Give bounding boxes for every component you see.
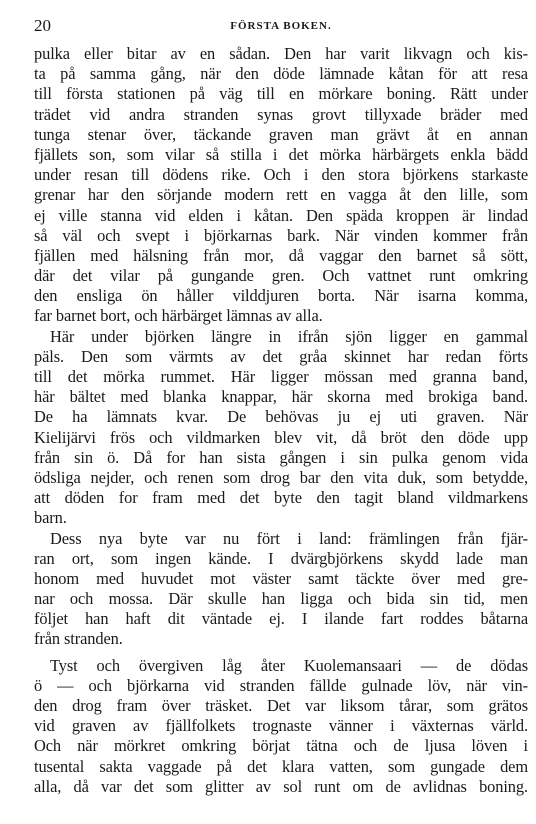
text-line: den ensliga ön håller vilddjuren borta. När isarna komma, xyxy=(34,286,528,306)
text-line: trädet vid andra stranden synas grovt tillyxade bräder med xyxy=(34,104,528,124)
text-line: tusental sakta vaggade på det klara vatten, som gungade dem xyxy=(34,756,528,776)
text-line: päls. Den som värmts av det gråa skinnet har redan förts xyxy=(34,346,528,366)
text-line: ej ville stanna vid elden i kåtan. Den späda kroppen är lindad xyxy=(34,205,528,225)
text-line: grenar har den sörjande modern rett en vagga åt den lille, som xyxy=(34,185,528,205)
paragraph xyxy=(34,529,528,650)
text-line: vid graven av fjällfolkets trognaste vänner i växternas värld. xyxy=(34,716,528,736)
page-header xyxy=(34,16,528,40)
text-line: från stranden. xyxy=(34,629,123,649)
text-line: att döden for fram med det byte den tagit bland vildmarkens xyxy=(34,488,528,508)
text-line: Här under björken längre in ifrån sjön ligger en gammal xyxy=(50,326,528,346)
paragraph xyxy=(34,656,528,797)
text-line: från sin ö. Då for han sista gången i sin pulka genom vida xyxy=(34,447,528,467)
text-line: den drog fram över träsket. Det var liksom tårar, som grätos xyxy=(34,696,528,715)
text-line: här bältet med blanka knappar, här skorna med brokiga band. xyxy=(34,387,528,407)
text-line: nar och mossa. Där skulle han ligga och bida sin tid, men xyxy=(34,589,528,609)
text-line: så väl och svept i björkarnas bark. När vinden kommer från xyxy=(34,225,528,245)
text-line: Kielijärvi frös och vildmarken blev vit, då bröt den döde upp xyxy=(34,427,528,447)
text-line: far barnet bort, och härbärget lämnas av alla. xyxy=(34,306,323,326)
text-line: följet han haft dit väntade ej. I ilande fart roddes båtarna xyxy=(34,609,528,629)
text-line: Dess nya byte var nu fört i land: främlingen från fjär- xyxy=(50,528,528,548)
text-line: ö — och björkarna vid stranden fällde gulnade löv, när vin- xyxy=(34,675,528,695)
text-line: barn. xyxy=(34,508,67,528)
book-page xyxy=(34,16,528,797)
text-line: fjällets son, som vilar så stilla i det mörka härbärgets enkla bädd xyxy=(34,144,528,164)
text-line: tunga stenar över, täckande graven man grävt åt en annan xyxy=(34,124,528,144)
text-line: Och när mörkret omkring börjat tätna och de ljusa löven i xyxy=(34,736,528,756)
text-line: ta på samma gång, när den döde lämnade kåtan för att resa xyxy=(34,64,528,84)
text-line: alla, då var det som glitter av sol runt om de avlidnas boning. xyxy=(34,776,528,796)
body-text xyxy=(34,44,528,797)
text-line: ödsliga nejder, och renen som drog bar den vita duk, som betydde, xyxy=(34,467,528,487)
text-line: honom med huvudet mot väster samt täckte över med gre- xyxy=(34,568,528,588)
text-line: ran ort, som ingen kände. I dvärgbjörkens skydd lade man xyxy=(34,548,528,568)
paragraph xyxy=(34,327,528,529)
page-number: 20 xyxy=(34,16,51,35)
text-line: pulka eller bitar av en sådan. Den har varit likvagn och kis- xyxy=(34,44,528,63)
text-line: till det mörka rummet. Här ligger mössan med granna band, xyxy=(34,367,528,386)
paragraph xyxy=(34,44,528,327)
text-line: under resan till dödens rike. Och i den stora björkens starkaste xyxy=(34,165,528,185)
text-line: Tyst och övergiven låg åter Kuolemansaari — de dödas xyxy=(50,655,528,675)
text-line: där det vilar på gungande gren. Och vattnet runt omkring xyxy=(34,266,528,286)
text-line: fjällen med hälsning från mor, då vaggar den barnet så sött, xyxy=(34,245,528,265)
text-line: till första stationen på väg till en mörkare boning. Rätt under xyxy=(34,84,528,104)
running-head: FÖRSTA BOKEN. xyxy=(230,20,332,32)
text-line: De ha lämnats kvar. De behövas ju ej uti graven. När xyxy=(34,407,528,427)
